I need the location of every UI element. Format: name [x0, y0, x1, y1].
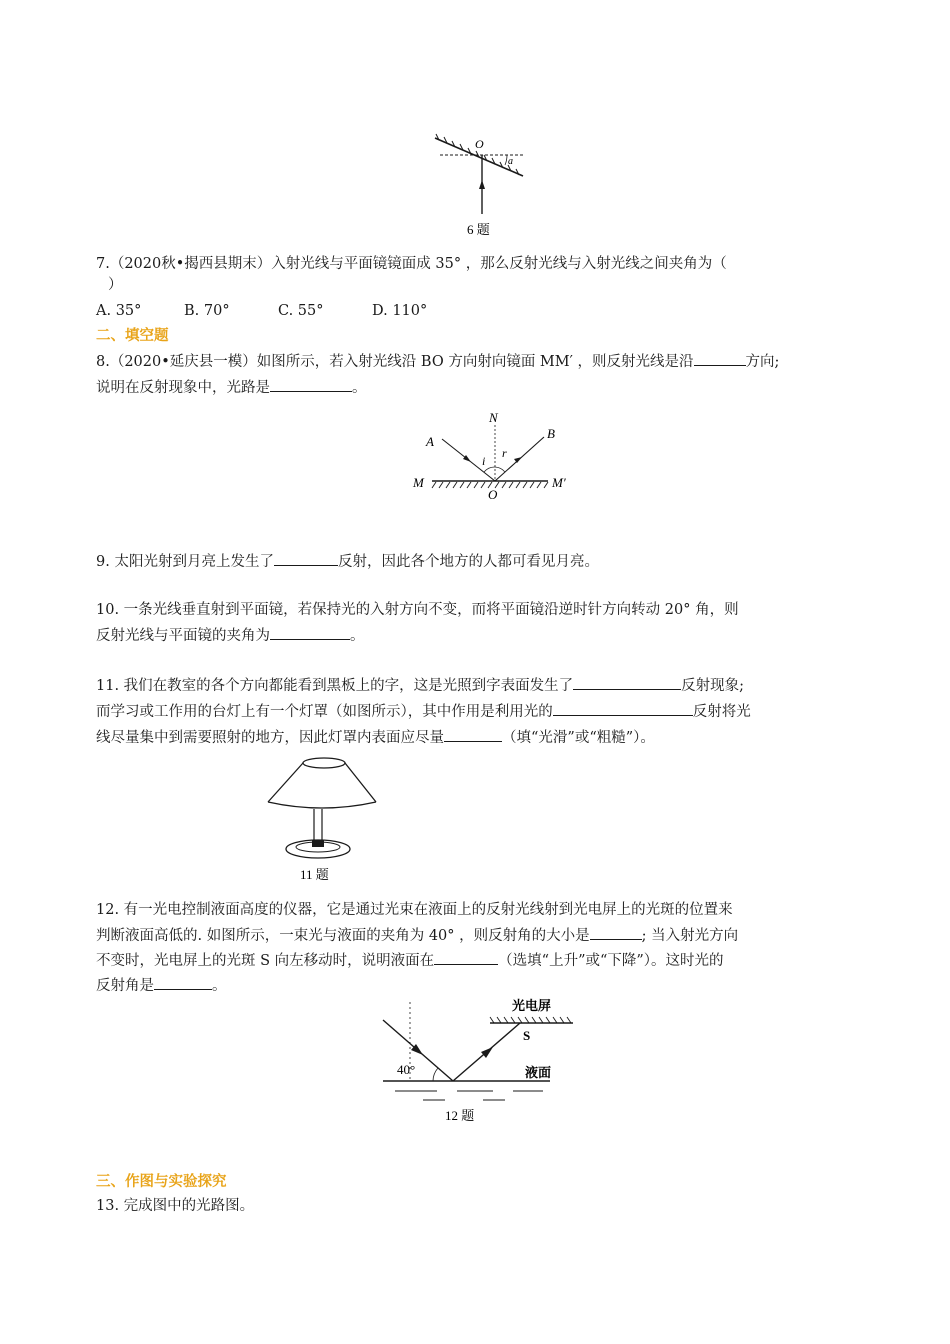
- fig11-caption: 11 题: [300, 867, 329, 882]
- q12-text-2: ; 当入射光方向: [641, 928, 739, 944]
- q10-text-2: 。: [350, 628, 365, 644]
- fig6-label-o: O: [475, 137, 484, 151]
- fig12-label-s: S: [523, 1028, 531, 1043]
- figure-11-lamp: [262, 752, 382, 887]
- q12-text-4: （选填“上升”或“下降”）。这时光的: [498, 953, 724, 969]
- q11-text-3: 而学习或工作用的台灯上有一个灯罩（如图所示），其中作用是利用光的: [96, 704, 553, 720]
- q8-text-1: 8.（2020•延庆县一模）如图所示，若入射光线沿 BO 方向射向镜面 MM′ ，则反射光线是沿: [96, 354, 694, 370]
- q7-line2: ）: [108, 277, 123, 293]
- q7-option-a: A. 35°: [96, 303, 142, 319]
- fig8-label-i: i: [482, 454, 486, 468]
- q12-line4: [96, 975, 227, 996]
- q11-blank-1[interactable]: [573, 675, 681, 690]
- q8-text-2: 方向;: [745, 354, 780, 370]
- q12-line3: [96, 950, 724, 971]
- q9-line: [96, 551, 599, 572]
- figure-6: [425, 130, 535, 242]
- q11-line3: [96, 727, 655, 748]
- q12-text-5: 反射角是: [96, 978, 154, 994]
- q12-text-6: 。: [212, 978, 227, 994]
- q9-text-2: 反射，因此各个地方的人都可看见月亮。: [337, 554, 599, 570]
- q12-blank-3[interactable]: [154, 975, 212, 990]
- figure-12: [375, 993, 580, 1133]
- q8-line1: [96, 351, 779, 372]
- q9-text-1: 9. 太阳光射到月亮上发生了: [96, 554, 274, 570]
- q12-text-3: 不变时，光电屏上的光斑 S 向左移动时，说明液面在: [96, 953, 435, 969]
- fig6-caption: 6 题: [467, 222, 490, 237]
- fig8-label-m: M: [413, 475, 424, 490]
- q12-line1: 12. 有一光电控制液面高度的仪器，它是通过光束在液面上的反射光线射到光电屏上的光斑的位置来: [96, 902, 733, 918]
- q7-option-b: B. 70°: [184, 303, 230, 319]
- figure-8: [410, 405, 580, 505]
- q8-text-3: 说明在反射现象中，光路是: [96, 380, 270, 396]
- fig8-label-a: A: [426, 434, 434, 449]
- q7-line1: 7.（2020秋•揭西县期末）入射光线与平面镜镜面成 35° ，那么反射光线与入射光线之间夹角为（: [96, 256, 727, 272]
- q11-blank-2[interactable]: [553, 701, 693, 716]
- q7-options: [96, 301, 427, 321]
- q10-blank-1[interactable]: [270, 625, 350, 640]
- q12-blank-2[interactable]: [434, 950, 498, 965]
- fig8-label-r: r: [502, 446, 507, 460]
- fig8-label-m-prime: M′: [552, 475, 566, 490]
- q11-line2: [96, 701, 751, 722]
- fig6-label-a: a: [508, 156, 513, 167]
- fig8-label-b: B: [547, 426, 555, 441]
- q10-line2: [96, 625, 365, 646]
- q7-option-c: C. 55°: [278, 303, 324, 319]
- q11-text-2: 反射现象;: [681, 678, 745, 694]
- fig12-label-screen: 光电屏: [512, 998, 552, 1013]
- q10-line1: 10. 一条光线垂直射到平面镜，若保持光的入射方向不变，而将平面镜沿逆时针方向转动 20° 角，则: [96, 602, 739, 618]
- q11-text-4: 反射将光: [692, 704, 751, 720]
- q12-line2: [96, 925, 738, 946]
- q7-option-d: D. 110°: [372, 303, 428, 319]
- q10-text-1: 反射光线与平面镜的夹角为: [96, 628, 270, 644]
- q11-text-6: （填“光滑”或“粗糙”）。: [502, 730, 655, 746]
- fig8-label-o: O: [488, 487, 498, 502]
- q8-line2: [96, 377, 367, 398]
- fig12-caption: 12 题: [445, 1108, 475, 1123]
- fig12-label-angle: 40°: [397, 1062, 416, 1077]
- q8-text-4: 。: [352, 380, 367, 396]
- section-3-heading: 三、作图与实验探究: [96, 1174, 227, 1190]
- q12-blank-1[interactable]: [590, 925, 642, 940]
- q11-text-5: 线尽量集中到需要照射的地方，因此灯罩内表面应尽量: [96, 730, 444, 746]
- q11-blank-3[interactable]: [444, 727, 502, 742]
- q11-line1: [96, 675, 744, 696]
- fig12-label-surface: 液面: [525, 1065, 552, 1080]
- q8-blank-2[interactable]: [270, 377, 352, 392]
- q12-text-1: 判断液面高低的. 如图所示，一束光与液面的夹角为 40° ，则反射角的大小是: [96, 928, 590, 944]
- fig8-label-n: N: [489, 410, 498, 425]
- q11-text-1: 11. 我们在教室的各个方向都能看到黑板上的字，这是光照到字表面发生了: [96, 678, 574, 694]
- q13-line: 13. 完成图中的光路图。: [96, 1198, 255, 1214]
- q9-blank-1[interactable]: [274, 551, 338, 566]
- section-2-heading: 二、填空题: [96, 328, 169, 344]
- q8-blank-1[interactable]: [694, 351, 746, 366]
